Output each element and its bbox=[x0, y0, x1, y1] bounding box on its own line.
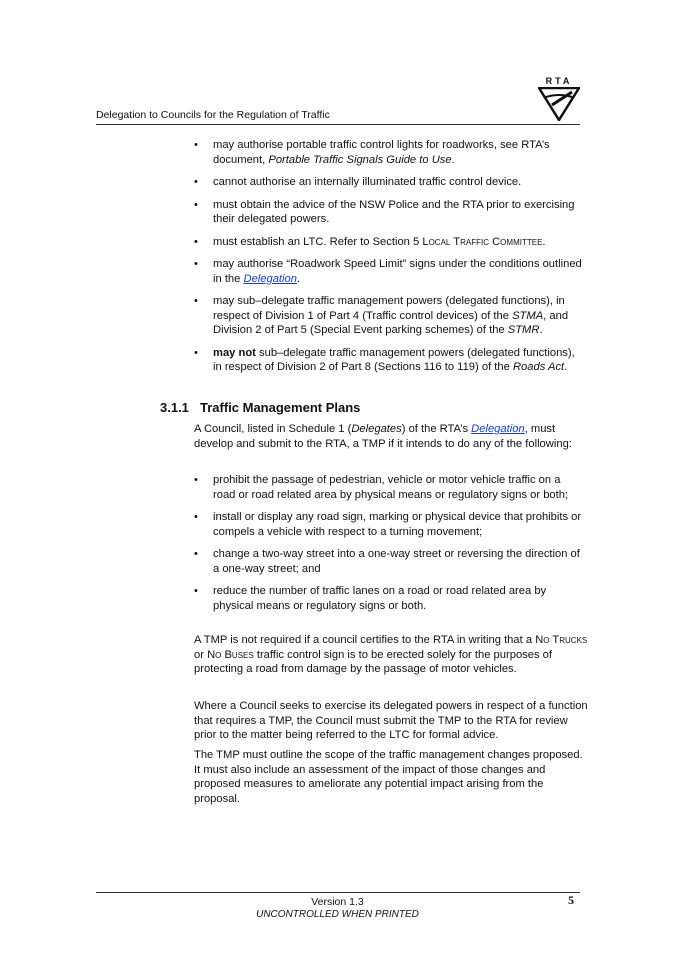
header-rule bbox=[96, 124, 580, 125]
tmp-review-paragraph: Where a Council seeks to exercise its delegated powers in respect of a function that requires a TMP, the Council must submit the TMP to the RTA for review prior to the matter being referred to the LTC for formal advice. bbox=[194, 700, 588, 741]
list-item: • must establish an LTC. Refer to Section 5 Local Traffic Committee. bbox=[194, 235, 584, 250]
list-item: • may authorise portable traffic control lights for roadworks, see RTA’s document, Portable Traffic Signals Guide to Use. bbox=[194, 138, 584, 167]
delegation-link[interactable]: Delegation bbox=[471, 423, 525, 435]
list-item: • may authorise “Roadwork Speed Limit” signs under the conditions outlined in the Delegation. bbox=[194, 257, 584, 286]
version-label: Version 1.3 bbox=[311, 896, 364, 908]
rta-logo bbox=[536, 76, 582, 122]
list-item: • prohibit the passage of pedestrian, vehicle or motor vehicle traffic on a road or road related area by physical means or regulatory signs or both; bbox=[194, 473, 584, 502]
section-heading bbox=[160, 400, 360, 415]
tmp-exemption-paragraph: A TMP is not required if a council certifies to the RTA in writing that a No Trucks or No Buses traffic control sign is to be erected solely for the purposes of protecting a road from damage by the passage of motor vehicles. bbox=[194, 634, 588, 675]
list-item: • must obtain the advice of the NSW Police and the RTA prior to exercising their delegated powers. bbox=[194, 198, 584, 227]
logo-text: RTA bbox=[545, 76, 573, 86]
section-number: 3.1.1 bbox=[160, 400, 189, 415]
list-item: • may sub–delegate traffic management powers (delegated functions), in respect of Division 1 of Part 4 (Traffic control devices) of the STMA, and Division 2 of Part 5 (Special Event parking schemes) of the STMR. bbox=[194, 294, 584, 338]
running-header: Delegation to Councils for the Regulation of Traffic bbox=[96, 109, 330, 121]
list-item: • may not sub–delegate traffic management powers (delegated functions), in respect of Division 2 of Part 8 (Sections 116 to 119) of the Roads Act. bbox=[194, 346, 584, 375]
section-title: Traffic Management Plans bbox=[200, 400, 361, 415]
tmp-scope-paragraph: The TMP must outline the scope of the traffic management changes proposed. It must also include an assessment of the impact of those changes and proposed measures to ameliorate any potential impact arising from the proposal. bbox=[194, 749, 583, 805]
list-item: • cannot authorise an internally illuminated traffic control device. bbox=[194, 175, 584, 190]
footer-rule bbox=[96, 892, 580, 893]
section-reference: Local Traffic Committee bbox=[422, 235, 543, 248]
intro-paragraph: A Council, listed in Schedule 1 (Delegates) of the RTA’s Delegation, must develop and submit to the RTA, a TMP if it intends to do any of the following: bbox=[194, 423, 572, 450]
list-item: • change a two-way street into a one-way street or reversing the direction of a one-way street; and bbox=[194, 547, 584, 576]
list-item: • install or display any road sign, marking or physical device that prohibits or compels a vehicle with respect to a turning movement; bbox=[194, 510, 584, 539]
list-item: • reduce the number of traffic lanes on a road or road related area by physical means or regulatory signs or both. bbox=[194, 584, 584, 613]
delegation-conditions-list bbox=[194, 138, 584, 375]
document-title: Portable Traffic Signals Guide to Use bbox=[268, 153, 452, 166]
rta-triangle-icon bbox=[538, 87, 580, 121]
tmp-triggers-list bbox=[194, 473, 584, 621]
uncontrolled-notice: UNCONTROLLED WHEN PRINTED bbox=[256, 909, 419, 920]
page-number: 5 bbox=[568, 893, 574, 907]
delegation-link[interactable]: Delegation bbox=[243, 272, 297, 285]
